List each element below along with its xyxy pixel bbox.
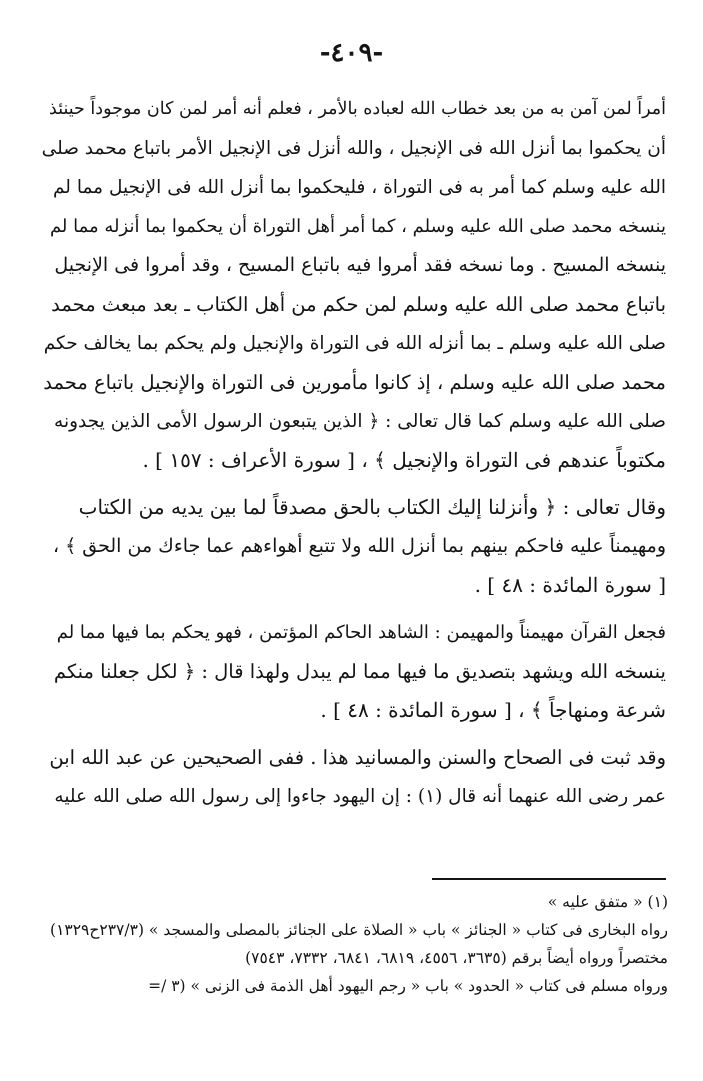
- footnote-line: رواه البخارى فى كتاب « الجنائز » باب « الصلاة على الجنائز بالمصلى والمسجد » (٢٣٧/٣ح١٣٢٩): [50, 921, 668, 939]
- text-line: ومهيمناً عليه فاحكم بينهم بما أنزل الله ولا تتبع أهواءهم عما جاءك من الحق ﴾ ،: [52, 535, 666, 557]
- paragraph-2: [42, 488, 666, 605]
- text-line: فجعل القرآن مهيمناً والمهيمن : الشاهد الحاكم المؤتمن ، فهو يحكم بما فيها مما لم: [56, 622, 666, 643]
- main-text: [42, 90, 666, 816]
- paragraph-4: [42, 738, 666, 816]
- paragraph-3: [42, 613, 666, 730]
- text-line: شرعة ومنهاجاً ﴾ ، [ سورة المائدة : ٤٨ ] .: [320, 698, 666, 722]
- footnotes: [40, 888, 668, 1000]
- text-line: عمر رضى الله عنهما أنه قال (١) : إن اليهود جاءوا إلى رسول الله صلى الله عليه: [54, 786, 666, 807]
- text-line: ينسخه المسيح . وما نسخه فقد أمروا فيه باتباع المسيح ، وقد أمروا فى الإنجيل: [54, 254, 666, 276]
- text-line: الله عليه وسلم كما أمر به فى التوراة ، فليحكموا بما أنزل الله فى الإنجيل مما لم: [53, 177, 666, 198]
- text-line: [ سورة المائدة : ٤٨ ] .: [474, 573, 666, 597]
- text-line: صلى الله عليه وسلم ـ بما أنزله الله فى التوراة والإنجيل ولم يحكم بما يخالف حكم: [43, 333, 666, 354]
- footnote-line: ورواه مسلم فى كتاب « الحدود » باب « رجم اليهود أهل الذمة فى الزنى » (٣ /=: [148, 977, 668, 995]
- footnote-line: (١) « متفق عليه »: [547, 893, 668, 911]
- text-line: وقال تعالى : ﴿ وأنزلنا إليك الكتاب بالحق مصدقاً لما بين يديه من الكتاب: [78, 495, 666, 519]
- text-line: باتباع محمد صلى الله عليه وسلم لمن حكم من أهل الكتاب ـ بعد مبعث محمد: [51, 293, 666, 316]
- text-line: ينسخه محمد صلى الله عليه وسلم ، كما أمر أهل التوراة أن يحكموا بما أنزله مما لم: [49, 216, 666, 237]
- paragraph-1: [42, 90, 666, 480]
- page-number: -٤٠٩-: [319, 38, 384, 68]
- text-line: ينسخه الله ويشهد بتصديق ما فيها مما لم يبدل ولهذا قال : ﴿ لكل جعلنا منكم: [53, 660, 666, 683]
- text-line: أمراً لمن آمن به من بعد خطاب الله لعباده بالأمر ، فعلم أنه أمر لمن كان موجوداً حينئذ: [49, 99, 666, 119]
- text-line: محمد صلى الله عليه وسلم ، إذ كانوا مأمورين فى التوراة والإنجيل باتباع محمد: [43, 371, 666, 394]
- footnote-line: مختصراً ورواه أيضاً برقم (٣٦٣٥، ٤٥٥٦، ٦٨١٩، ٦٨٤١، ٧٣٣٢، ٧٥٤٣): [245, 949, 668, 967]
- text-line: وقد ثبت فى الصحاح والسنن والمسانيد هذا . ففى الصحيحين عن عبد الله ابن: [49, 746, 666, 769]
- text-line: أن يحكموا بما أنزل الله فى الإنجيل ، والله أنزل فى الإنجيل الأمر باتباع محمد صلى: [42, 138, 666, 159]
- text-line: صلى الله عليه وسلم كما قال تعالى : ﴿ الذين يتبعون الرسول الأمى الذين يجدونه: [54, 411, 666, 432]
- text-line: مكتوباً عندهم فى التوراة والإنجيل ﴾ ، [ سورة الأعراف : ١٥٧ ] .: [142, 448, 666, 472]
- footnote-divider: [432, 878, 666, 880]
